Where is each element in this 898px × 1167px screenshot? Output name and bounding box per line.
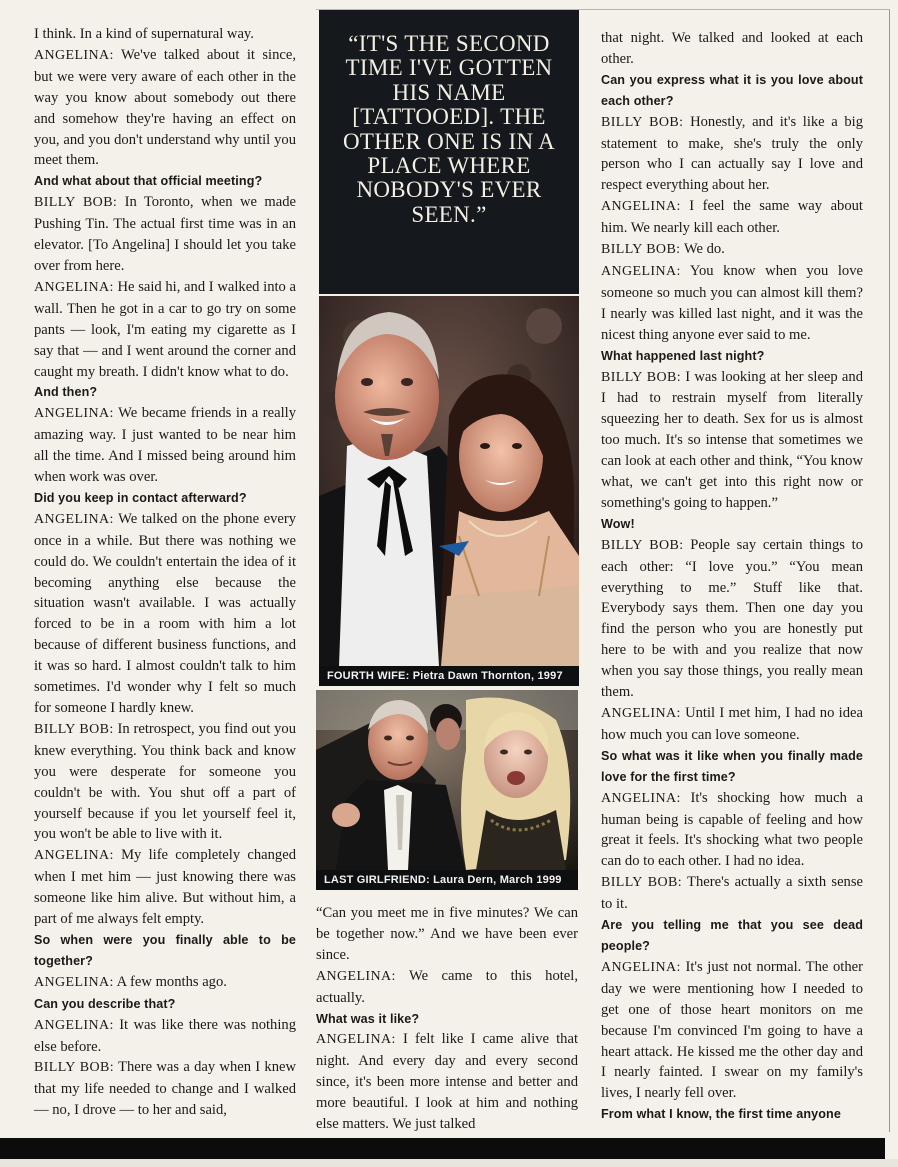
interview-question: Can you express what it is you love about each other? [601, 72, 863, 108]
interview-answer [316, 1029, 578, 1135]
speaker-label: ANGELINA: [601, 959, 681, 975]
answer-text: We became friends in a really amazing way. I just wanted to be near him all the time. And I missed being around him when work was over. [34, 405, 296, 486]
answer-text: You know when you love someone so much you can almost kill them? I nearly was killed last night, and it was the nicest thing anyone ever said to me. [601, 262, 863, 343]
answer-text: I was looking at her sleep and I had to restrain myself from literally squeezing her to death. Sex for us is almost too much. It's so intense that sometimes we can look at each other and think, “You know what, we can't get into this right now or something's going to happen.” [601, 368, 864, 511]
interview-answer [601, 703, 863, 746]
interview-question: So what was it like when you finally made love for the first time? [601, 748, 863, 784]
interview-answer [601, 788, 863, 873]
interview-question: Wow! [601, 516, 635, 531]
page-bottom-edge [0, 1159, 898, 1167]
answer-text: We've talked about it since, but we were very aware of each other in the way you know about somebody out there and somehow they're having an effect on you, and you don't understand why until you meet them. [34, 46, 297, 169]
interview-answer [34, 845, 296, 930]
interview-answer [34, 972, 296, 994]
answer-text: There's actually a sixth sense to it. [601, 874, 863, 913]
interview-answer [34, 403, 296, 488]
answer-text: It's shocking how much a human being is capable of feeling and how great it feels. It's shocking what two people can do to each other. I had no idea. [601, 789, 864, 870]
speaker-label: ANGELINA: [601, 706, 681, 721]
speaker-label: ANGELINA: [34, 279, 114, 295]
speaker-label: ANGELINA: [601, 263, 681, 279]
page-rule-right [889, 10, 890, 1132]
photo-image [319, 296, 579, 666]
interview-answer [601, 957, 863, 1104]
answer-text: We do. [683, 241, 725, 258]
answer-text: It's just not normal. The other day we were mentioning how I needed to get one of those heart monitors on me because I'm convinced I'm going to have a heart attack. He kissed me the other day and I nearly fainted. I swear on my family's lives, I nearly fell over. [601, 958, 863, 1102]
pull-quote: “IT'S THE SECOND TIME I'VE GOTTEN HIS NAME [TATTOOED]. THE OTHER ONE IS IN A PLACE WHERE NOBODY'S EVER SEEN.” [319, 10, 579, 294]
answer-text: It was like there was nothing else before. [34, 1016, 296, 1055]
body-text: that night. We talked and looked at each other. [601, 30, 863, 67]
answer-text: We talked on the phone every once in a while. But there was nothing we could do. We couldn't entertain the idea of it becoming anything else because the situation wasn't available. I was actually forced to be in a room with him a lot because of different business functions, and it was so hard. I almost couldn't talk to him sometimes. I'd wonder why I felt so much for someone I hardly knew. [34, 510, 296, 716]
interview-answer [34, 719, 296, 845]
answer-text: A few months ago. [116, 973, 227, 990]
speaker-label: ANGELINA: [34, 47, 114, 63]
interview-answer [601, 196, 863, 239]
interview-question: Are you telling me that you see dead people? [601, 918, 863, 953]
speaker-label: ANGELINA: [34, 406, 114, 422]
interview-answer [601, 239, 863, 261]
answer-text: We came to this hotel, actually. [316, 967, 578, 1006]
answer-text: There was a day when I knew that my life needed to change and I walked — no, I drove — to her and said, [34, 1059, 297, 1119]
speaker-label: BILLY BOB: [601, 875, 683, 891]
text-column-2 [316, 903, 578, 1135]
speaker-label: ANGELINA: [601, 790, 681, 806]
interview-question: Can you describe that? [34, 996, 176, 1011]
interview-question: What was it like? [316, 1011, 420, 1026]
interview-answer [34, 277, 296, 383]
speaker-label: BILLY BOB: [601, 114, 684, 130]
speaker-label: ANGELINA: [316, 1032, 396, 1048]
interview-answer [601, 112, 863, 197]
answer-text: I feel the same way about him. We nearly kill each other. [601, 198, 863, 237]
answer-text: Until I met him, I had no idea how much you can love someone. [601, 705, 863, 743]
photo-caption-fourth-wife: FOURTH WIFE: Pietra Dawn Thornton, 1997 [319, 666, 579, 686]
answer-text: Honestly, and it's like a big statement to make, she's truly the only person who I can actually say I love and respect everything about her. [601, 113, 864, 194]
speaker-label: BILLY BOB: [34, 1060, 115, 1076]
speaker-label: BILLY BOB: [601, 369, 682, 385]
speaker-label: ANGELINA: [34, 974, 114, 990]
speaker-label: BILLY BOB: [34, 721, 114, 737]
text-column-1 [34, 24, 296, 1121]
speaker-label: ANGELINA: [34, 1017, 114, 1033]
interview-answer [34, 1057, 296, 1121]
interview-question: What happened last night? [601, 348, 765, 363]
photo-pietra-dawn-thornton [319, 296, 579, 686]
interview-question: Did you keep in contact afterward? [34, 490, 247, 505]
text-column-3 [601, 28, 863, 1125]
photo-image [316, 690, 578, 870]
interview-answer [601, 261, 863, 346]
interview-answer [34, 1015, 296, 1058]
answer-text: I felt like I came alive that night. And every day and every second since, it's been more intense and better and more beautiful. I look at him and nothing else matters. We just talked [316, 1031, 579, 1133]
speaker-label: ANGELINA: [601, 199, 681, 215]
interview-answer [34, 509, 296, 719]
interview-answer [601, 535, 863, 703]
photo-caption-last-girlfriend: LAST GIRLFRIEND: Laura Dern, March 1999 [316, 870, 578, 890]
interview-answer [601, 367, 863, 514]
interview-answer [34, 45, 296, 171]
body-text: “Can you meet me in five minutes? We can be together now.” And we have been ever since. [316, 905, 578, 963]
speaker-label: BILLY BOB: [34, 195, 118, 211]
interview-question: And then? [34, 385, 98, 400]
footer-bar [0, 1138, 885, 1159]
interview-answer [316, 966, 578, 1009]
interview-answer [34, 192, 296, 277]
speaker-label: ANGELINA: [34, 511, 114, 527]
photo-laura-dern [316, 690, 578, 890]
body-text: I think. In a kind of supernatural way. [34, 26, 254, 42]
speaker-label: ANGELINA: [316, 968, 396, 984]
speaker-label: BILLY BOB: [601, 537, 684, 553]
interview-question: So when were you finally able to be together? [34, 932, 296, 968]
answer-text: He said hi, and I walked into a wall. Then he got in a car to go try on some pants — look, I'm eating my cigarette as I say that — and I went around the corner and caught my breath. I didn't know what to do. [34, 278, 296, 380]
answer-text: My life completely changed when I met him — just knowing there was someone like him alive. But without him, a part of me always felt empty. [34, 847, 296, 928]
answer-text: In retrospect, you find out you knew everything. You think back and know you were desperate for someone you couldn't be with. You shut off a part of yourself because if you let yourself feel it, you won't be able to live with it. [34, 720, 296, 843]
speaker-label: ANGELINA: [34, 848, 114, 864]
answer-text: People say certain things to each other: “I love you.” “You mean everything to me.” Stuff like that. Everybody says them. Then one day you find the person who you are honestly put here to be with and you realize that now when you say those things, you really mean them. [601, 536, 863, 701]
interview-answer [601, 872, 863, 915]
speaker-label: BILLY BOB: [601, 242, 681, 258]
interview-question: And what about that official meeting? [34, 174, 263, 189]
answer-text: In Toronto, when we made Pushing Tin. The actual first time was in an elevator. [To Angelina] I should let you take over from here. [34, 194, 296, 274]
interview-question: From what I know, the first time anyone [601, 1107, 841, 1122]
